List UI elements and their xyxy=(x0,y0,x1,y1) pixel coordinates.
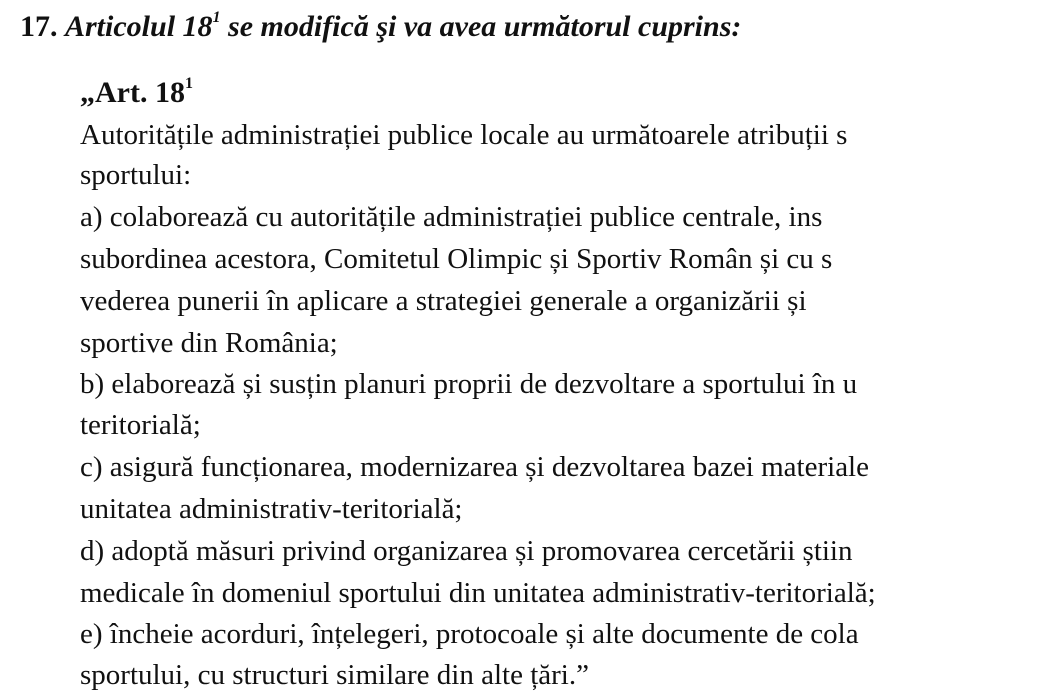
amendment-heading xyxy=(20,10,741,44)
amendment-number: 17. xyxy=(20,10,58,43)
article-line-3: a) colaborează cu autoritățile administrației publice centrale, ins xyxy=(80,201,823,233)
heading-article-superscript: 1 xyxy=(212,9,221,26)
article-line-1: Autoritățile administrației publice locale au următoarele atribuții s xyxy=(80,119,848,151)
article-line-14: sportului, cu structuri similare din alte țări.” xyxy=(80,659,589,691)
article-line-10: unitatea administrativ-teritorială; xyxy=(80,493,463,525)
amendment-heading-text xyxy=(65,10,741,43)
article-line-5: vederea punerii în aplicare a strategiei generale a organizării și xyxy=(80,285,807,317)
article-line-12: medicale în domeniul sportului din unitatea administrativ-teritorială; xyxy=(80,577,876,609)
heading-instruction: se modifică şi va avea următorul cuprins: xyxy=(220,10,742,43)
article-line-6: sportive din România; xyxy=(80,327,338,359)
article-title-text: „Art. 18 xyxy=(80,76,185,109)
article-title xyxy=(80,76,193,110)
heading-article-name: Articolul 18 xyxy=(65,10,213,43)
article-title-superscript: 1 xyxy=(184,75,193,92)
article-line-4: subordinea acestora, Comitetul Olimpic și Sportiv Român și cu s xyxy=(80,243,833,275)
article-line-7: b) elaborează și susțin planuri proprii de dezvoltare a sportului în u xyxy=(80,368,858,400)
article-line-9: c) asigură funcționarea, modernizarea și dezvoltarea bazei materiale xyxy=(80,451,869,483)
article-line-13: e) încheie acorduri, înțelegeri, protocoale și alte documente de cola xyxy=(80,618,859,650)
article-line-2: sportului: xyxy=(80,159,192,191)
article-line-11: d) adoptă măsuri privind organizarea și promovarea cercetării știin xyxy=(80,535,853,567)
article-line-8: teritorială; xyxy=(80,409,201,441)
